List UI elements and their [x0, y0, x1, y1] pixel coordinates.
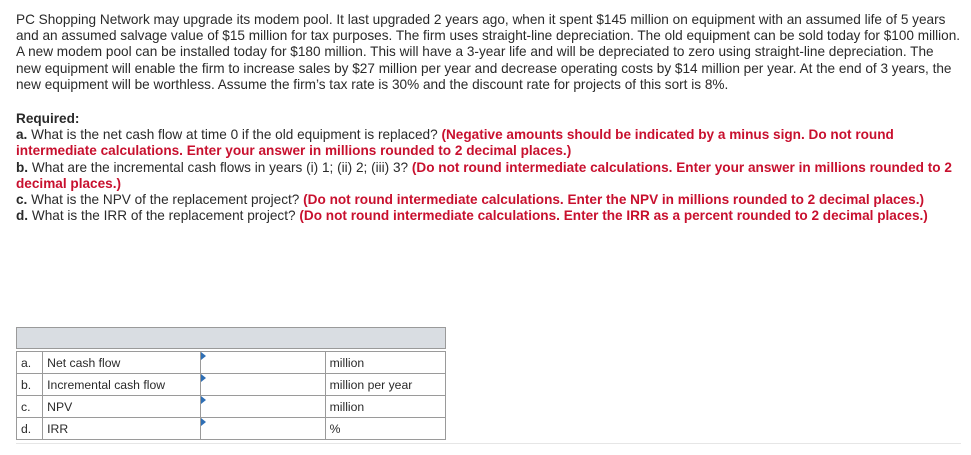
item-question: What is the net cash flow at time 0 if the old equipment is replaced? [31, 127, 438, 143]
answer-cell [201, 374, 326, 396]
item-note: (Do not round intermediate calculations. Enter your answer in millions rounded to 2 decimal places.) [16, 159, 952, 191]
row-label: Incremental cash flow [43, 374, 201, 396]
item-letter: c. [16, 192, 28, 208]
table-row [17, 396, 446, 418]
input-marker-icon [201, 396, 206, 404]
item-note: (Negative amounts should be indicated by a minus sign. Do not round intermediate calculations. Enter your answer in millions rounded to 2 decimal places.) [16, 127, 894, 159]
row-label: IRR [43, 418, 201, 440]
row-unit: % [325, 418, 445, 440]
input-marker-icon [201, 418, 206, 426]
table-row [17, 352, 446, 374]
incremental-cash-flow-input[interactable] [201, 374, 325, 395]
required-item-a [16, 127, 961, 159]
required-heading: Required: [16, 111, 80, 127]
problem-statement [16, 12, 961, 224]
item-question: What is the IRR of the replacement project? [31, 208, 296, 224]
item-question: What are the incremental cash flows in years (i) 1; (ii) 2; (iii) 3? [31, 159, 409, 175]
table-row [17, 418, 446, 440]
row-letter: a. [17, 352, 43, 374]
required-item-d [16, 208, 961, 224]
item-question: What is the NPV of the replacement project? [31, 192, 300, 208]
item-note: (Do not round intermediate calculations. Enter the IRR as a percent rounded to 2 decimal places.) [299, 208, 928, 224]
answer-cell [201, 418, 326, 440]
npv-input[interactable] [201, 396, 325, 417]
required-item-b [16, 160, 961, 192]
answer-table [16, 327, 446, 440]
table-header-row [17, 328, 446, 349]
problem-paragraph: PC Shopping Network may upgrade its modem pool. It last upgraded 2 years ago, when it spent $145 million on equipment with an assumed life of 5 years and an assumed salvage value of $15 million for tax purposes. The firm uses straight-line depreciation. The old equipment can be sold today for $100 million. A new modem pool can be installed today for $180 million. This will have a 3-year life and will be depreciated to zero using straight-line depreciation. The new equipment will enable the firm to increase sales by $27 million per year and decrease operating costs by $14 million per year. At the end of 3 years, the new equipment will be worthless. Assume the firm’s tax rate is 30% and the discount rate for projects of this sort is 8%. [16, 12, 961, 92]
item-letter: d. [16, 208, 29, 224]
row-letter: c. [17, 396, 43, 418]
row-letter: d. [17, 418, 43, 440]
row-unit: million [325, 396, 445, 418]
row-label: Net cash flow [43, 352, 201, 374]
item-letter: a. [16, 127, 28, 143]
required-item-c [16, 192, 961, 208]
item-letter: b. [16, 159, 29, 175]
item-note: (Do not round intermediate calculations. Enter the NPV in millions rounded to 2 decimal places.) [303, 192, 925, 208]
divider [16, 443, 961, 444]
answer-cell [201, 352, 326, 374]
row-letter: b. [17, 374, 43, 396]
row-label: NPV [43, 396, 201, 418]
table-row [17, 374, 446, 396]
row-unit: million per year [325, 374, 445, 396]
net-cash-flow-input[interactable] [201, 352, 325, 373]
row-unit: million [325, 352, 445, 374]
input-marker-icon [201, 374, 206, 382]
irr-input[interactable] [201, 418, 325, 439]
input-marker-icon [201, 352, 206, 360]
answer-cell [201, 396, 326, 418]
